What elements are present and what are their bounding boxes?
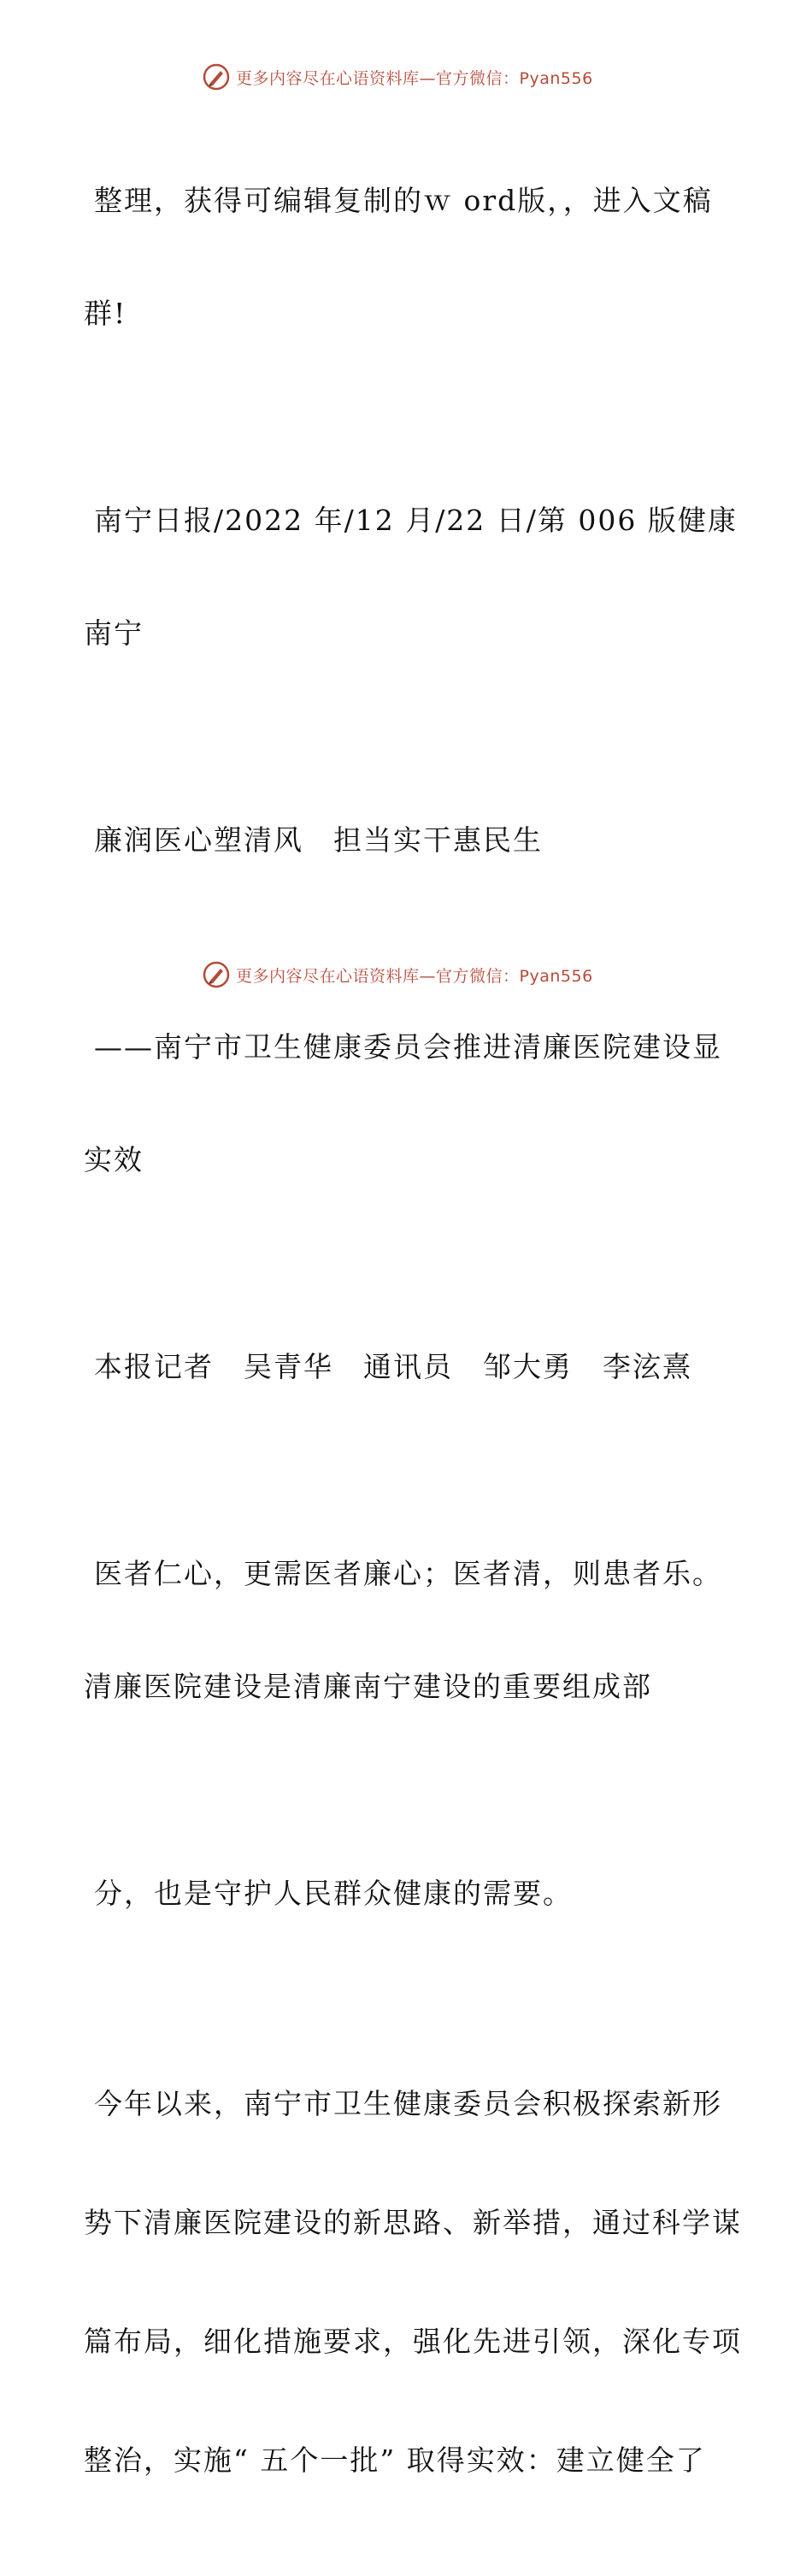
article-title [84, 746, 733, 934]
text-line: 清廉医院建设是清廉南宁建设的重要组成部 [84, 1670, 652, 1703]
header-watermark [202, 60, 593, 94]
document-body [84, 107, 742, 2576]
intro-paragraph [84, 107, 733, 408]
text-line: 整治，实施“ 五个一批” 取得实效：建立健全了 [84, 2443, 706, 2477]
text-line: 南宁 [84, 616, 144, 650]
body-paragraph [84, 1480, 733, 1781]
text-line: 整理，获得可编辑复制的ｗ ord版，，进入文稿 [94, 184, 713, 217]
body-paragraph [84, 1800, 733, 1988]
text-line: 医者仁心，更需医者廉心；医者清，则患者乐。 [94, 1557, 722, 1590]
pen-logo-icon [202, 960, 231, 989]
text-line: 本报记者 吴青华 通讯员 邹大勇 李泫熹 [94, 1350, 692, 1383]
pen-logo-icon [202, 62, 231, 91]
source-line [84, 427, 738, 728]
body-paragraph [84, 2007, 742, 2557]
text-line: 篇布局，细化措施要求，强化先进引领，深化专项 [84, 2325, 742, 2358]
text-line: ——南宁市卫生健康委员会推进清廉医院建设显 [94, 1030, 722, 1064]
article-subtitle [84, 953, 733, 1254]
text-line: 南宁日报/2022 年/12 月/22 日/第 006 版健康 [94, 504, 738, 537]
text-line: 廉润医心塑清风 担当实干惠民生 [94, 823, 543, 857]
watermark-text: 更多内容尽在心语资料库—官方微信：Pyan556 [236, 68, 593, 88]
footer-watermark [202, 958, 593, 992]
text-line: 实效 [84, 1143, 144, 1176]
text-line: 今年以来，南宁市卫生健康委员会积极探索新形 [94, 2087, 722, 2120]
byline [84, 1273, 733, 1461]
watermark-text: 更多内容尽在心语资料库—官方微信：Pyan556 [236, 966, 593, 986]
text-line: 势下清廉医院建设的新思路、新举措，通过科学谋 [84, 2206, 742, 2239]
text-line: 分，也是守护人民群众健康的需要。 [94, 1877, 573, 1910]
text-line: 群! [84, 297, 127, 330]
